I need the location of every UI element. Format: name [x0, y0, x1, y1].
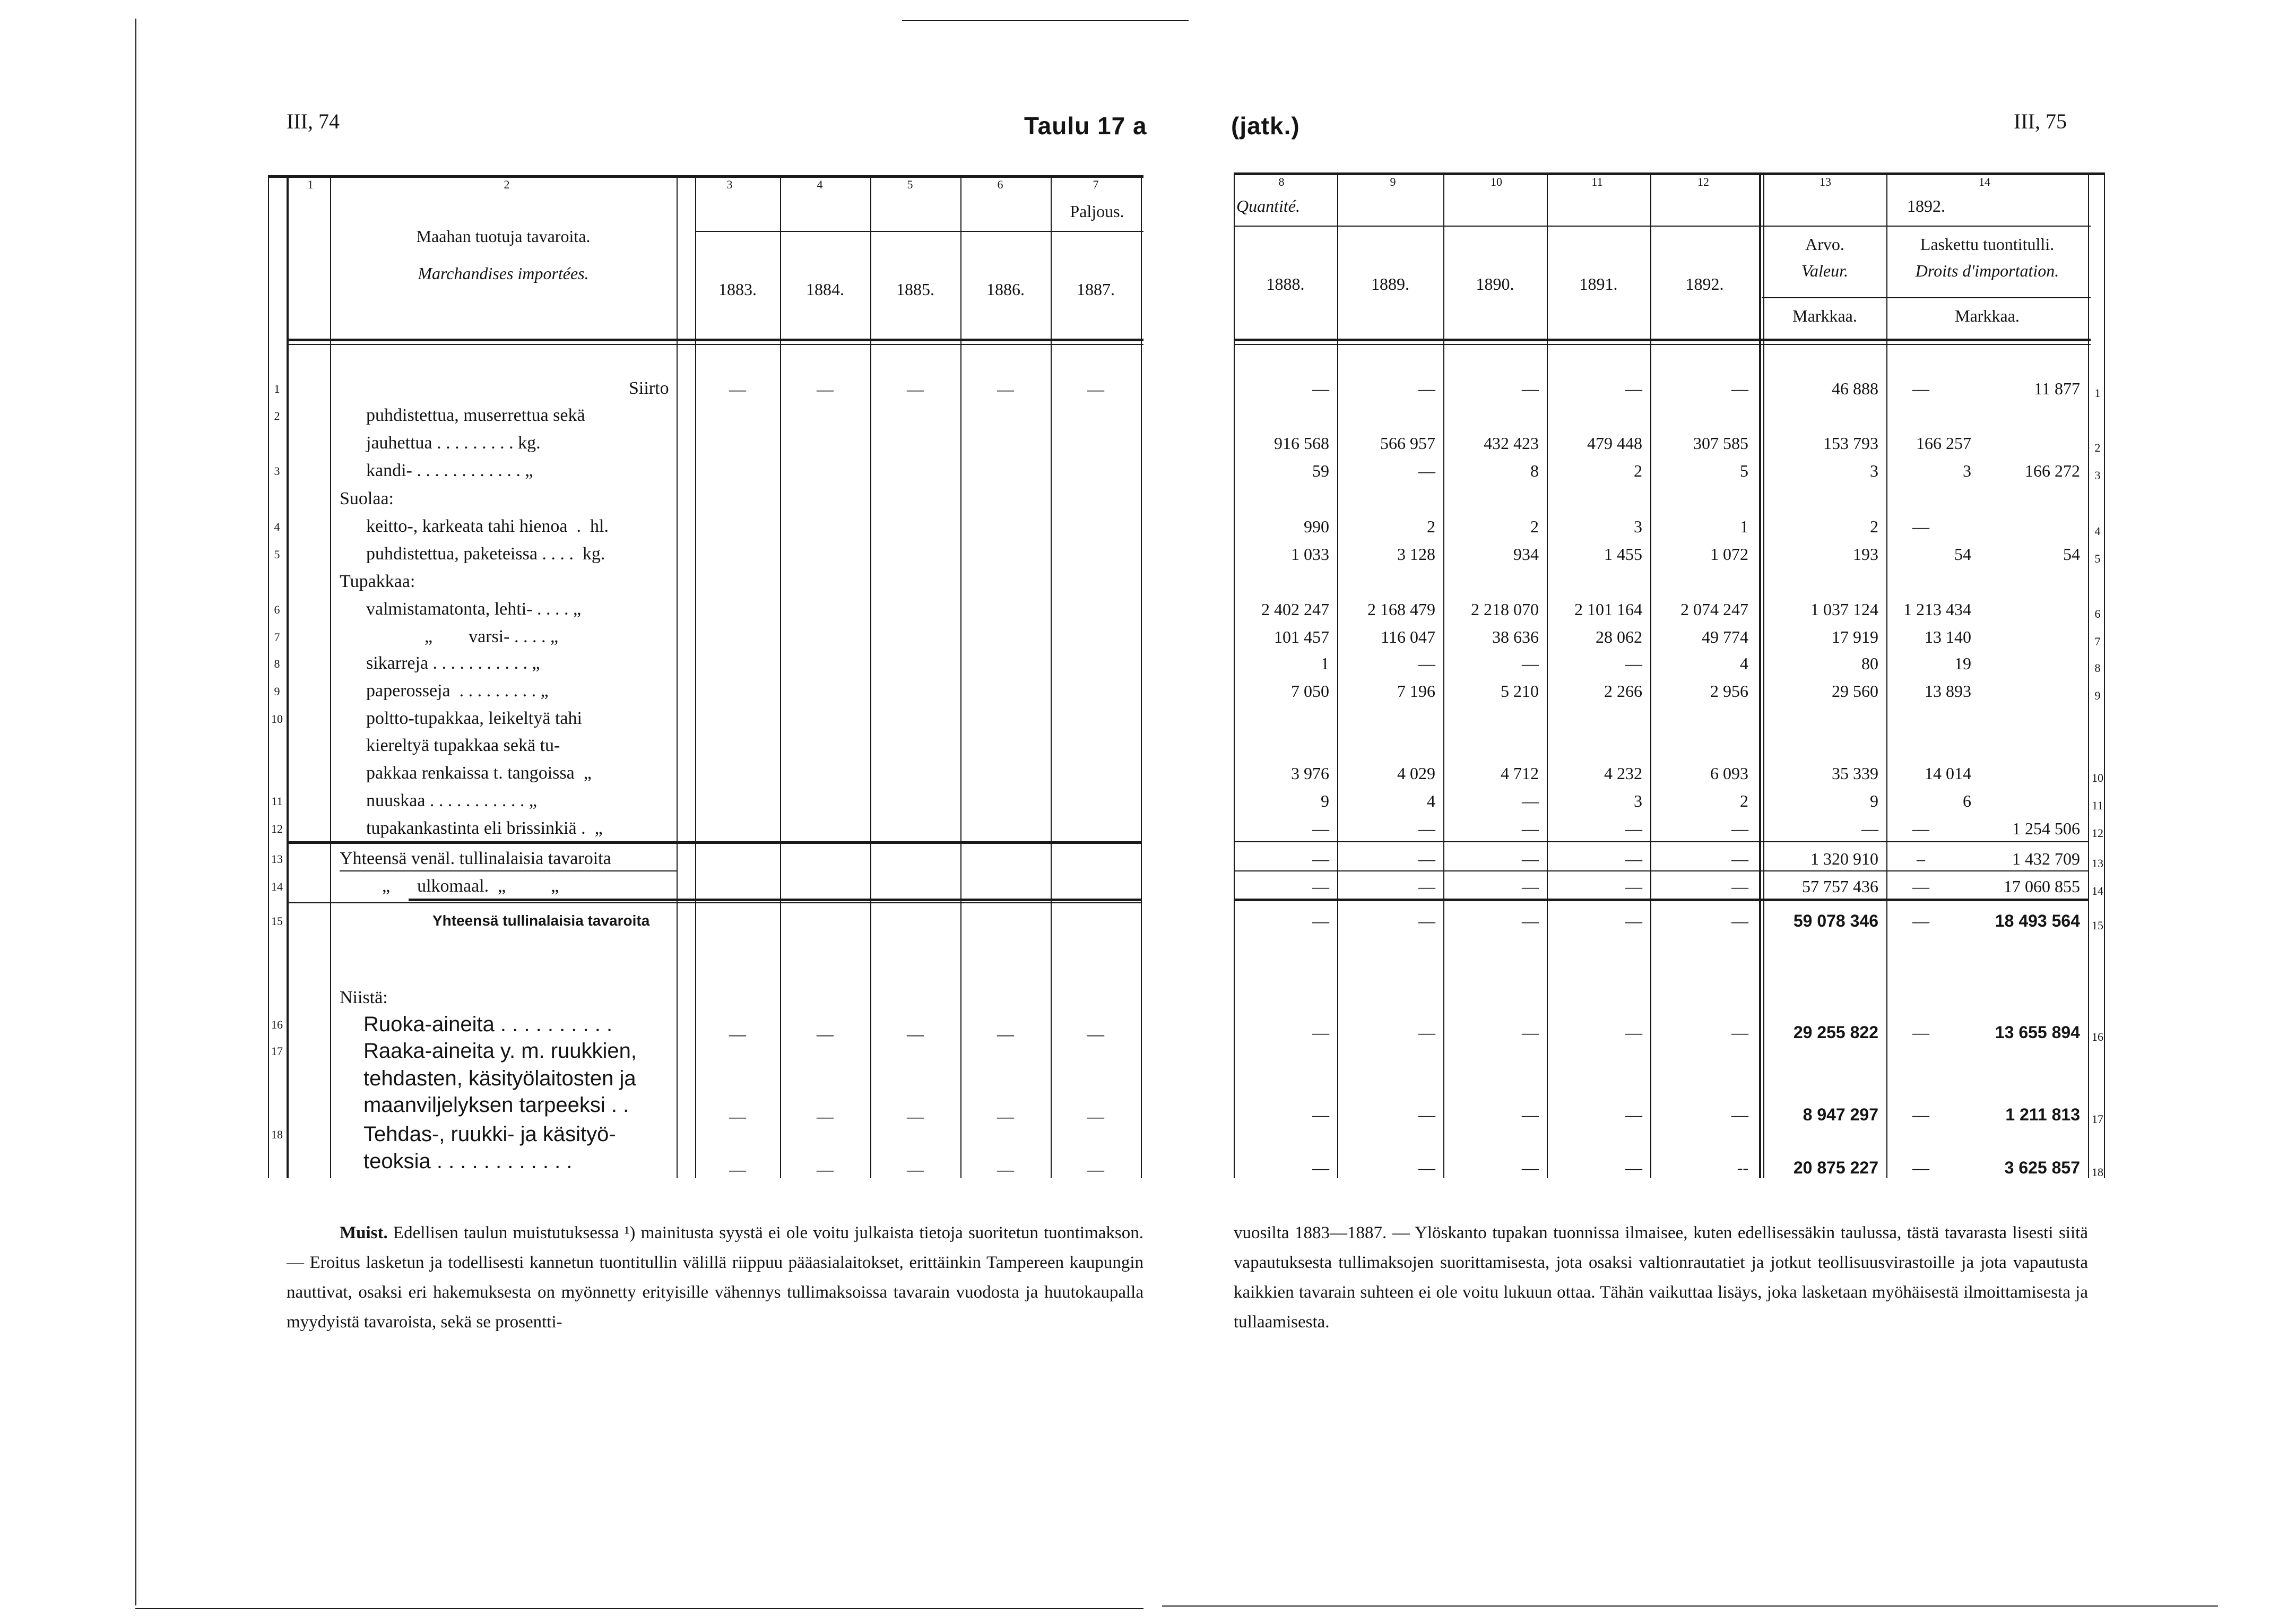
quantity-cell: —	[1522, 911, 1539, 930]
quantity-cell: —	[1312, 877, 1329, 896]
left-rule-after-12	[287, 841, 1141, 844]
duty-total-cell: 3 625 857	[2004, 1158, 2080, 1177]
left-row-number: 18	[271, 1128, 283, 1141]
right-year-1891: 1891.	[1579, 274, 1618, 293]
value-cell: 35 339	[1832, 764, 1878, 783]
duty-cell: 14 014	[1925, 764, 1971, 783]
left-row-number: 14	[271, 880, 283, 893]
duty-total-cell: 11 877	[2034, 379, 2080, 398]
duty-cell: —	[1912, 877, 1929, 896]
right-colno-8: 8	[1278, 175, 1285, 188]
quantity-cell: —	[1625, 654, 1642, 673]
left-table-top-border	[268, 175, 1143, 178]
quantity-cell: 4 232	[1604, 764, 1642, 783]
duty-cell: 166 257	[1916, 434, 1971, 453]
quantity-cell: —	[1625, 911, 1642, 930]
left-row-label: „ varsi- . . . . „	[424, 627, 559, 646]
quantity-cell: 3	[1634, 791, 1642, 810]
left-dash-cell: —	[907, 1024, 924, 1043]
left-row-number: 17	[271, 1044, 283, 1058]
left-year-1883: 1883.	[718, 280, 757, 299]
quantite-label: Quantité.	[1236, 196, 1300, 215]
value-cell: 2	[1870, 517, 1878, 536]
right-row-number: 18	[2092, 1166, 2103, 1179]
right-colno-13: 13	[1820, 175, 1831, 188]
quantity-cell: 990	[1304, 517, 1329, 536]
laskettu-header: Laskettu tuontitulli.	[1920, 235, 2055, 254]
footnote-text-right: vuosilta 1883—1887. — Ylöskanto tupakan tuonnissa ilmaisee, kuten edellisessäkin taulussa, tästä tavarasta lisesti siitä vapautuksesta tullimaksojen suorittamisesta, jota osaksi valtionrautatiet ja jotkut teollisuusvirastoille ja jota vapautusta kaikkien tavarain suhteen ei ole voitu lukuun ottaa. Tähän vaikuttaa lisäys, joka lasketaan myöhäisestä ilmoittamisesta ja tullaamisesta.	[1234, 1223, 2088, 1332]
footnote-lead: Muist.	[340, 1223, 388, 1242]
duty-total-cell: 13 655 894	[1995, 1023, 2080, 1042]
right-vline-rowno	[2104, 172, 2105, 1178]
left-row-number: 11	[271, 795, 283, 808]
left-vline-c4	[780, 175, 781, 1178]
quantity-cell: —	[1731, 1023, 1748, 1042]
markkaa-value-header: Markkaa.	[1792, 306, 1857, 325]
right-rule-after-14	[1234, 899, 2088, 901]
year-1892-header: 1892.	[1907, 196, 1945, 215]
quantity-cell: 1	[1740, 517, 1748, 536]
quantity-cell: —	[1522, 1105, 1539, 1124]
left-dash-cell: —	[907, 379, 924, 399]
quantity-cell: —	[1731, 379, 1748, 398]
right-row-number: 13	[2092, 857, 2103, 870]
left-row-label: keitto-, karkeata tahi hienoa . hl.	[366, 516, 609, 536]
quantity-cell: 2	[1634, 461, 1642, 480]
droits-header: Droits d'importation.	[1915, 261, 2059, 280]
left-rule-after-14b	[287, 902, 1141, 903]
right-year-1890: 1890.	[1476, 274, 1514, 293]
left-dash-cell: —	[729, 1107, 746, 1126]
right-year-1889: 1889.	[1371, 274, 1409, 293]
left-dash-cell: —	[817, 379, 834, 399]
left-row-label: kandi- . . . . . . . . . . . . „	[366, 461, 533, 480]
quantity-cell: 38 636	[1492, 627, 1539, 646]
left-dash-cell: —	[997, 379, 1014, 399]
quantity-cell: —	[1522, 1023, 1539, 1042]
quantity-cell: 2 074 247	[1680, 600, 1748, 619]
left-year-1885: 1885.	[896, 280, 934, 299]
quantity-cell: 1 072	[1710, 545, 1748, 564]
left-row-label: Tupakkaa:	[340, 572, 415, 591]
right-table-top-border	[1234, 172, 2104, 175]
right-header-bottom-2	[1234, 344, 2091, 345]
left-rule-after-13	[340, 870, 677, 871]
quantity-cell: 1	[1321, 654, 1329, 673]
quantity-cell: —	[1522, 1158, 1539, 1177]
valeur-header: Valeur.	[1801, 261, 1848, 280]
right-rule-after-13	[1234, 870, 2088, 871]
quantity-cell: —	[1418, 1105, 1435, 1124]
quantity-cell: 934	[1513, 545, 1539, 564]
quantity-cell: 479 448	[1587, 434, 1642, 453]
quantity-cell: —	[1625, 819, 1642, 838]
duty-cell: 13 893	[1925, 681, 1971, 701]
duty-cell: —	[1912, 819, 1929, 838]
left-colno-7: 7	[1093, 178, 1099, 191]
right-vline-end	[2088, 172, 2089, 1178]
quantity-cell: —	[1731, 877, 1748, 896]
quantity-cell: —	[1625, 1158, 1642, 1177]
left-dash-cell: —	[997, 1024, 1014, 1043]
quantity-cell: —	[1312, 379, 1329, 398]
duty-cell: —	[1912, 1158, 1929, 1177]
left-vline-end	[1141, 175, 1142, 1178]
left-dash-cell: —	[817, 1160, 834, 1179]
left-row-number: 13	[271, 852, 283, 866]
left-row-number: 9	[274, 685, 280, 698]
left-row-number: 10	[271, 712, 283, 726]
quantity-header: Paljous.	[1070, 202, 1124, 221]
quantity-cell: —	[1522, 379, 1539, 398]
quantity-cell: —	[1312, 1023, 1329, 1042]
value-cell: 153 793	[1823, 434, 1878, 453]
left-row-label: paperosseja . . . . . . . . . „	[366, 681, 549, 701]
duty-cell: 6	[1963, 791, 1971, 810]
right-row-number: 8	[2094, 661, 2101, 675]
quantity-cell: —	[1418, 877, 1435, 896]
left-colno-2: 2	[504, 178, 510, 191]
left-dash-cell: —	[729, 379, 746, 399]
quantity-cell: —	[1731, 911, 1748, 930]
left-row-number: 15	[271, 914, 283, 928]
left-dash-cell: —	[1087, 1024, 1104, 1043]
quantity-cell: 4 712	[1501, 764, 1539, 783]
duty-cell: 19	[1954, 654, 1971, 673]
right-row-number: 1	[2094, 386, 2101, 400]
quantity-cell: —	[1625, 1105, 1642, 1124]
left-colno-4: 4	[817, 178, 823, 191]
quantity-cell: —	[1625, 379, 1642, 398]
right-row-number: 2	[2094, 441, 2101, 454]
quantity-cell: 28 062	[1596, 627, 1642, 646]
quantity-cell: —	[1312, 1158, 1329, 1177]
quantity-cell: 6 093	[1710, 764, 1748, 783]
right-1892-rule	[1762, 226, 2091, 227]
jatk-label: (jatk.)	[1231, 112, 1300, 140]
duty-cell: —	[1912, 517, 1929, 536]
left-row-label: jauhettua . . . . . . . . . kg.	[366, 433, 541, 453]
quantity-cell: 566 957	[1380, 434, 1435, 453]
value-cell: 57 757 436	[1802, 877, 1878, 896]
left-row-label: Yhteensä tullinalaisia tavaroita	[432, 912, 650, 929]
quantity-cell: —	[1418, 654, 1435, 673]
left-row-number: 8	[274, 657, 280, 670]
quantity-cell: —	[1312, 911, 1329, 930]
quantity-cell: 59	[1312, 461, 1329, 480]
left-vline-label	[677, 175, 678, 1178]
right-markkaa-rule	[1762, 297, 2091, 298]
left-dash-cell: —	[1087, 1107, 1104, 1126]
duty-total-cell: 1 254 506	[2012, 819, 2080, 838]
right-row-number: 9	[2094, 689, 2101, 702]
right-row-number: 4	[2094, 524, 2101, 538]
quantity-cell: 7 050	[1291, 681, 1329, 701]
duty-cell: 3	[1963, 461, 1971, 480]
duty-total-cell: 1 211 813	[2005, 1105, 2080, 1124]
right-footnote	[1234, 1218, 2088, 1337]
right-page-number: III, 75	[2014, 109, 2067, 133]
quantity-cell: 916 568	[1274, 434, 1329, 453]
quantity-cell: —	[1418, 1023, 1435, 1042]
left-row-label: teoksia . . . . . . . . . . . .	[363, 1150, 573, 1173]
scan-bottom-edge-right	[1162, 1605, 2218, 1607]
left-row-number: 5	[274, 548, 280, 561]
left-vline-rowno	[287, 175, 289, 1178]
quantity-cell: 2 956	[1710, 681, 1748, 701]
duty-total-cell: 166 272	[2025, 461, 2080, 480]
quantity-cell: —	[1522, 654, 1539, 673]
left-page-number: III, 74	[287, 109, 340, 133]
left-row-label: kiereltyä tupakkaa sekä tu-	[366, 736, 560, 755]
left-dash-cell: —	[907, 1160, 924, 1179]
quantity-cell: 5	[1740, 461, 1748, 480]
quantity-cell: 2	[1427, 517, 1435, 536]
left-row-label: Ruoka-aineita . . . . . . . . . .	[363, 1013, 613, 1036]
right-colno-9: 9	[1390, 175, 1396, 188]
left-colno-3: 3	[726, 178, 733, 191]
left-dash-cell: —	[729, 1024, 746, 1043]
left-row-label: valmistamatonta, lehti- . . . . „	[366, 599, 582, 619]
quantity-cell: —	[1312, 849, 1329, 868]
left-vline-desc	[330, 175, 331, 1178]
left-row-label: puhdistettua, muserrettua sekä	[366, 405, 585, 425]
right-header-bottom	[1234, 339, 2091, 341]
quantity-cell: 2 266	[1604, 681, 1642, 701]
left-row-number: 6	[274, 603, 280, 616]
quantity-cell: —	[1522, 877, 1539, 896]
quantity-cell: 2 101 164	[1574, 600, 1642, 619]
footnote-text-left: Edellisen taulun muistutuksessa ¹) mainitusta syystä ei ole voitu julkaista tietoja suoritetun tuontimakson. — Eroitus lasketun ja todellisesti kannetun tuontitullin välillä riippuu pääasialaitokset, erittäinkin Tampereen kaupungin nauttivat, osaksi eri hakemuksesta on myönnetty erityisille vähennys tullimaksoissa tavarain vuodosta ja huutokaupalla myydyistä tavaroista, sekä se prosentti-	[287, 1223, 1144, 1332]
value-cell: 80	[1861, 654, 1878, 673]
quantity-cell: 8	[1530, 461, 1539, 480]
right-row-number: 6	[2094, 607, 2101, 620]
value-cell: —	[1861, 819, 1878, 838]
left-vline-c7	[1051, 175, 1052, 1178]
duty-cell: —	[1912, 379, 1929, 398]
left-row-label: Raaka-aineita y. m. ruukkien,	[363, 1039, 637, 1063]
quantity-cell: 2 402 247	[1261, 600, 1329, 619]
duty-cell: 13 140	[1925, 627, 1971, 646]
quantity-cell: 116 047	[1381, 627, 1435, 646]
quantity-cell: —	[1418, 849, 1435, 868]
right-quantite-rule	[1234, 226, 1762, 227]
left-dash-cell: —	[997, 1107, 1014, 1126]
left-colno-5: 5	[907, 178, 913, 191]
right-row-number: 14	[2092, 884, 2103, 897]
desc-header-fr: Marchandises importées.	[418, 264, 589, 283]
left-row-number: 4	[274, 520, 280, 533]
right-colno-11: 11	[1591, 175, 1603, 188]
value-cell: 1 037 124	[1810, 600, 1878, 619]
arvo-header: Arvo.	[1805, 235, 1844, 254]
quantity-cell: —	[1522, 791, 1539, 810]
right-rule-before-13	[1234, 841, 2088, 842]
scan-top-edge	[902, 20, 1189, 21]
right-row-number: 10	[2092, 771, 2103, 784]
quantity-cell: —	[1731, 849, 1748, 868]
left-vline-c5	[870, 175, 871, 1178]
left-row-label: poltto-tupakkaa, leikeltyä tahi	[366, 709, 582, 728]
left-dash-cell: —	[817, 1107, 834, 1126]
quantity-cell: 49 774	[1702, 627, 1748, 646]
value-cell: 29 255 822	[1793, 1023, 1878, 1042]
value-cell: 1 320 910	[1810, 849, 1878, 868]
left-row-number: 1	[274, 382, 280, 395]
quantity-cell: 3 976	[1291, 764, 1329, 783]
left-dash-cell: —	[1087, 1160, 1104, 1179]
left-row-label: „ ulkomaal. „ „	[382, 876, 559, 896]
quantity-cell: 9	[1321, 791, 1329, 810]
left-row-label: Yhteensä venäl. tullinalaisia tavaroita	[340, 849, 611, 868]
left-dash-cell: —	[1087, 379, 1104, 399]
quantity-cell: 4 029	[1397, 764, 1435, 783]
left-row-label: Niistä:	[340, 988, 388, 1007]
right-row-number: 17	[2092, 1112, 2103, 1126]
quantity-cell: 1 455	[1604, 545, 1642, 564]
quantity-cell: —	[1731, 1105, 1748, 1124]
desc-header-fi: Maahan tuotuja tavaroita.	[416, 227, 591, 246]
left-row-label: Siirto	[629, 378, 669, 398]
quantity-cell: 1 033	[1291, 545, 1329, 564]
left-row-label: tupakankastinta eli brissinkiä . „	[366, 818, 603, 838]
left-header-bottom-2	[287, 344, 1143, 345]
table-title: Taulu 17 a	[1024, 112, 1147, 140]
left-colno-1: 1	[307, 178, 314, 191]
right-row-number: 12	[2092, 826, 2103, 840]
left-dash-cell: —	[997, 1160, 1014, 1179]
left-dash-cell: —	[907, 1107, 924, 1126]
quantity-cell: 4	[1740, 654, 1748, 673]
quantity-cell: —	[1522, 819, 1539, 838]
quantity-cell: —	[1418, 1158, 1435, 1177]
quantity-cell: 432 423	[1484, 434, 1539, 453]
quantity-cell: 2	[1530, 517, 1539, 536]
duty-cell: —	[1912, 1023, 1929, 1042]
duty-cell: 54	[1954, 545, 1971, 564]
quantity-cell: 2	[1740, 791, 1748, 810]
quantity-cell: 3 128	[1397, 545, 1435, 564]
left-row-number: 12	[271, 822, 283, 835]
duty-cell: —	[1912, 911, 1929, 930]
quantity-cell: 3	[1634, 517, 1642, 536]
right-row-number: 5	[2094, 552, 2101, 565]
left-row-label: tehdasten, käsityölaitosten ja	[363, 1067, 636, 1090]
scan-bottom-edge	[135, 1608, 1143, 1609]
right-row-number: 7	[2094, 635, 2101, 648]
right-row-number: 15	[2092, 919, 2103, 932]
left-footnote	[287, 1218, 1143, 1337]
left-row-label: Tehdas-, ruukki- ja käsityö-	[363, 1123, 616, 1146]
duty-cell: –	[1917, 849, 1925, 868]
quantity-cell: —	[1625, 849, 1642, 868]
quantity-cell: —	[1625, 877, 1642, 896]
duty-cell: —	[1912, 1105, 1929, 1124]
left-rule-after-14	[409, 899, 1141, 901]
markkaa-droits-header: Markkaa.	[1955, 306, 2020, 325]
quantity-cell: 5 210	[1501, 681, 1539, 701]
left-row-label: Suolaa:	[340, 489, 394, 508]
left-vline-c3	[695, 175, 696, 1178]
right-row-number: 11	[2092, 799, 2103, 812]
value-cell: 3	[1870, 461, 1878, 480]
left-header-bottom	[287, 339, 1143, 341]
quantity-cell: 7 196	[1397, 681, 1435, 701]
quantity-cell: —	[1312, 1105, 1329, 1124]
value-cell: 46 888	[1832, 379, 1878, 398]
quantity-cell: 2 168 479	[1367, 600, 1435, 619]
duty-cell: 1 213 434	[1903, 600, 1971, 619]
left-dash-cell: —	[729, 1160, 746, 1179]
right-row-number: 16	[2092, 1030, 2103, 1043]
quantity-cell: 2 218 070	[1471, 600, 1539, 619]
right-colno-14: 14	[1979, 175, 1990, 188]
duty-total-cell: 54	[2063, 545, 2080, 564]
value-cell: 29 560	[1832, 681, 1878, 701]
duty-total-cell: 17 060 855	[2004, 877, 2080, 896]
quantity-cell: —	[1418, 819, 1435, 838]
left-dash-cell: —	[817, 1024, 834, 1043]
left-row-number: 2	[274, 409, 280, 422]
scan-left-margin	[135, 19, 136, 1605]
quantity-cell: —	[1625, 1023, 1642, 1042]
quantity-cell: —	[1731, 819, 1748, 838]
quantity-cell: 4	[1427, 791, 1435, 810]
value-cell: 59 078 346	[1793, 911, 1878, 930]
duty-total-cell: 1 432 709	[2012, 849, 2080, 868]
left-row-label: puhdistettua, paketeissa . . . . kg.	[366, 544, 605, 564]
quantity-cell: 307 585	[1693, 434, 1748, 453]
left-year-1886: 1886.	[986, 280, 1025, 299]
right-row-number: 3	[2094, 469, 2101, 482]
value-cell: 17 919	[1832, 627, 1878, 646]
quantity-cell: —	[1418, 911, 1435, 930]
value-cell: 9	[1870, 791, 1878, 810]
quantity-cell: —	[1522, 849, 1539, 868]
left-years-rule	[695, 231, 1143, 232]
duty-total-cell: 18 493 564	[1995, 911, 2080, 930]
right-year-1892: 1892.	[1685, 274, 1724, 293]
left-year-1887: 1887.	[1077, 280, 1115, 299]
right-colno-12: 12	[1697, 175, 1709, 188]
left-row-number: 7	[274, 631, 280, 644]
left-row-label: maanviljelyksen tarpeeksi . .	[363, 1093, 629, 1117]
quantity-cell: —	[1418, 379, 1435, 398]
quantity-cell: 101 457	[1274, 627, 1329, 646]
left-year-1884: 1884.	[806, 280, 844, 299]
quantity-cell: --	[1737, 1158, 1748, 1177]
right-year-1888: 1888.	[1266, 274, 1305, 293]
left-colno-6: 6	[997, 178, 1003, 191]
left-row-number: 3	[274, 464, 280, 478]
value-cell: 193	[1853, 545, 1878, 564]
right-colno-10: 10	[1491, 175, 1502, 188]
quantity-cell: —	[1312, 819, 1329, 838]
left-row-label: pakkaa renkaissa t. tangoissa „	[366, 763, 592, 783]
right-vline-value	[1759, 172, 1761, 1178]
left-row-number: 16	[271, 1018, 283, 1031]
left-vline-c6	[960, 175, 961, 1178]
left-row-label: sikarreja . . . . . . . . . . . „	[366, 653, 540, 673]
value-cell: 20 875 227	[1793, 1158, 1878, 1177]
value-cell: 8 947 297	[1803, 1105, 1878, 1124]
quantity-cell: —	[1418, 461, 1435, 480]
left-row-label: nuuskaa . . . . . . . . . . . „	[366, 791, 538, 810]
